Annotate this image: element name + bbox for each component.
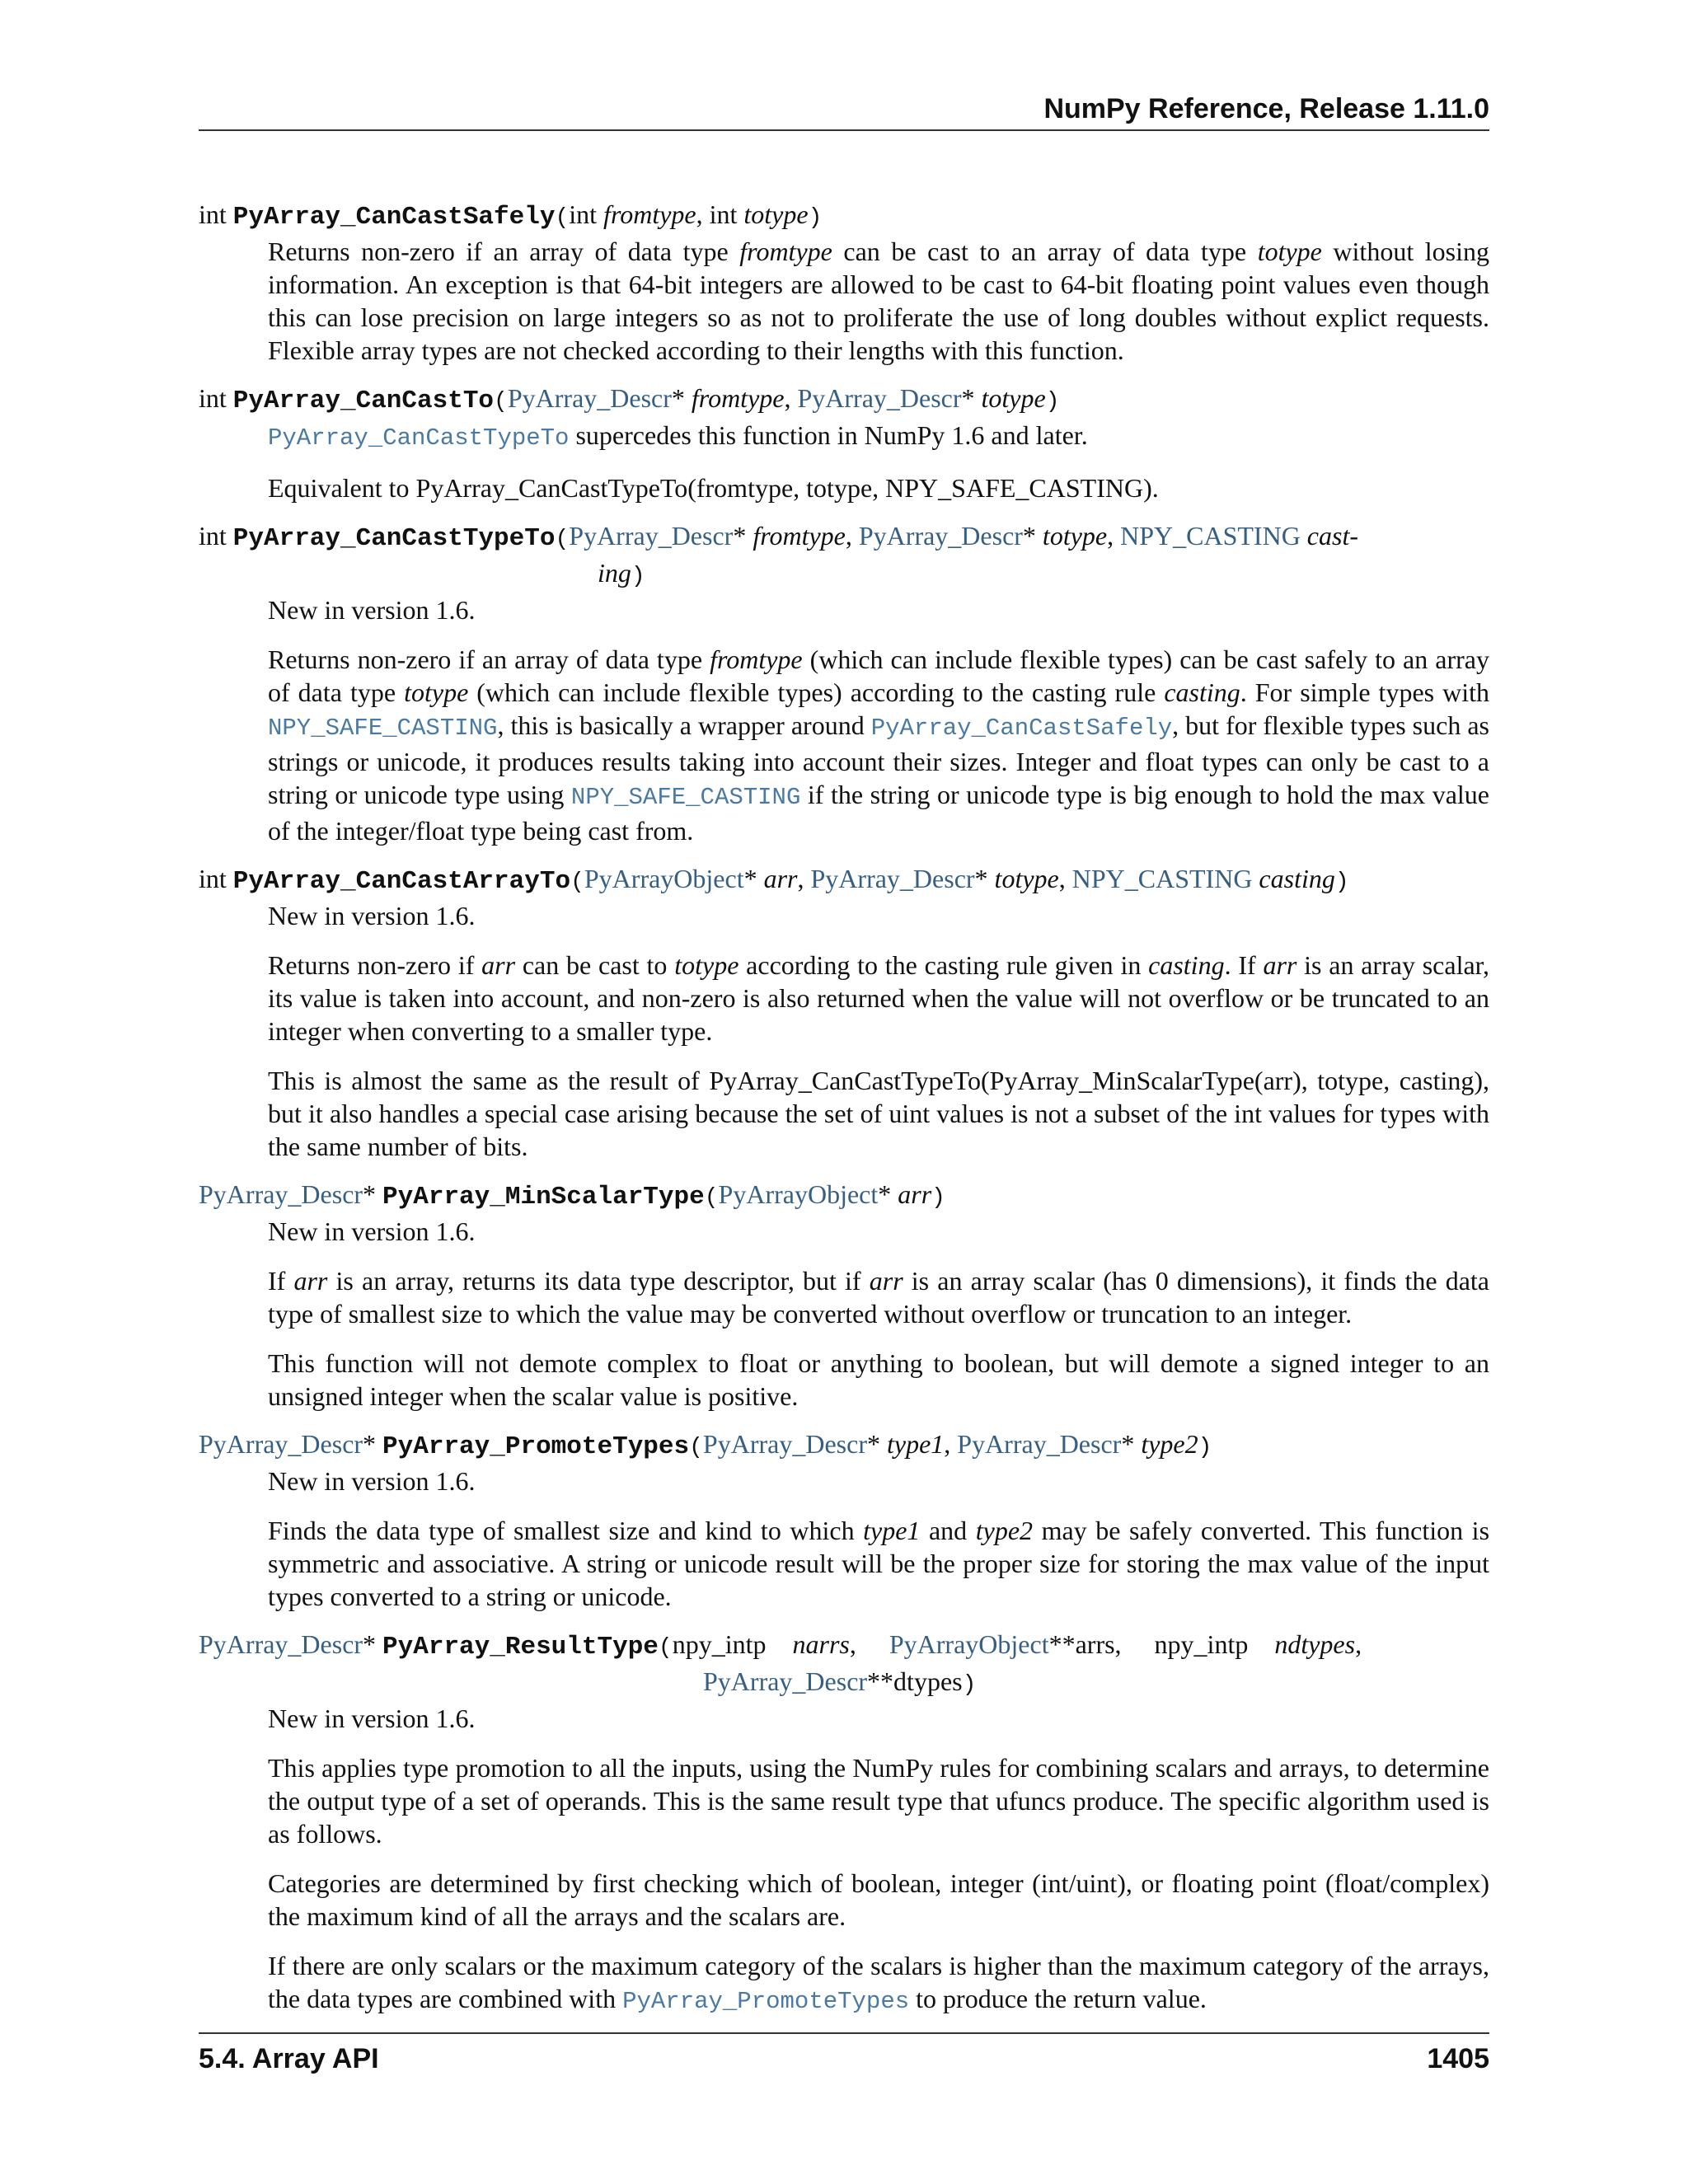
description-paragraph: This applies type promotion to all the inputs, using the NumPy rules for combining scalars and arrays, to determine the output type of a set of operands. This is the same result type that ufuncs produce. The specific algorithm used is as follows. xyxy=(268,1753,1489,1849)
signature: PyArray_Descr* PyArray_PromoteTypes(PyArray_Descr* type1, PyArray_Descr* type2) xyxy=(199,1429,1212,1461)
page-number: 1405 xyxy=(1427,2043,1489,2074)
type-link[interactable]: NPY_CASTING xyxy=(1071,864,1253,893)
signature: int PyArray_CanCastTo(PyArray_Descr* fromtype, PyArray_Descr* totype) xyxy=(199,383,1060,415)
description-paragraph: If arr is an array, returns its data type descriptor, but if arr is an array scalar (has 0 dimensions), it finds the data type of smallest size to which the value may be converted without overflow or truncation to an integer. xyxy=(268,1266,1490,1329)
signature: int PyArray_CanCastArrayTo(PyArrayObject* arr, PyArray_Descr* totype, NPY_CASTING casting) xyxy=(199,864,1349,896)
entry-promotetypes xyxy=(199,1427,1489,1613)
type-link[interactable]: PyArray_Descr xyxy=(797,383,962,413)
function-name: PyArray_CanCastArrayTo xyxy=(232,867,571,896)
entry-body xyxy=(199,1215,1489,1413)
page-footer xyxy=(199,2032,1489,2074)
type-link[interactable]: PyArray_Descr xyxy=(703,1666,868,1696)
type-link[interactable]: PyArray_Descr xyxy=(858,521,1023,551)
description-paragraph: Categories are determined by first checking which of boolean, integer (int/uint), or floating point (float/complex) the maximum kind of all the arrays and the scalars are. xyxy=(268,1868,1489,1931)
page-header xyxy=(199,92,1489,131)
description-paragraph: This is almost the same as the result of PyArray_CanCastTypeTo(PyArray_MinScalarType(arr), totype, casting), but it also handles a special case arising because the set of uint values is not a subset of the int values for types with the same number of bits. xyxy=(268,1066,1489,1161)
param-name: totype xyxy=(743,199,809,229)
entry-body xyxy=(199,419,1489,504)
param-type: int xyxy=(569,199,598,229)
type-link[interactable]: PyArray_Descr xyxy=(507,383,672,413)
entry-cancasttypeto xyxy=(199,519,1489,847)
description-paragraph: Returns non-zero if an array of data type fromtype can be cast to an array of data type totype without losing information. An exception is that 64-bit integers are allowed to be cast to 64-bit floating point values even though this can lose precision on large integers so as not to proliferate the use of long doubles without explict requests. Flexible array types are not checked according to their lengths with this function. xyxy=(268,237,1490,365)
entry-body xyxy=(199,593,1489,847)
signature: int PyArray_CanCastTypeTo(PyArray_Descr* fromtype, PyArray_Descr* totype, NPY_CASTING cast- ing) xyxy=(199,521,1358,589)
description-paragraph: If there are only scalars or the maximum category of the scalars is higher than the maximum category of the arrays, the data types are combined with PyArray_PromoteTypes to produce the return value. xyxy=(268,1951,1489,2015)
description-paragraph: Returns non-zero if an array of data type fromtype (which can include flexible types) can be cast safely to an array of data type totype (which can include flexible types) according to the casting rule casting. For simple types with NPY_SAFE_CASTING, this is basically a wrapper around PyArray_CanCastSafely, but for flexible types such as strings or unicode, it produces results taking into account their sizes. Integer and float types can only be cast to a string or unicode type using NPY_SAFE_CASTING if the string or unicode type is big enough to hold the max value of the integer/float type being cast from. xyxy=(268,644,1490,846)
version-note: New in version 1.6. xyxy=(268,901,476,930)
description-paragraph: Returns non-zero if arr can be cast to totype according to the casting rule given in casting. If arr is an array scalar, its value is taken into account, and non-zero is also returned when the value will not overflow or be truncated to an integer when converting to a smaller type. xyxy=(268,950,1490,1046)
entry-body xyxy=(199,235,1489,367)
param-name: fromtype xyxy=(603,199,696,229)
param-type: int xyxy=(709,199,738,229)
type-link[interactable]: PyArrayObject xyxy=(718,1179,879,1209)
function-name: PyArray_MinScalarType xyxy=(382,1183,705,1212)
return-type: int xyxy=(199,521,227,551)
description-paragraph: Finds the data type of smallest size and kind to which type1 and type2 may be safely converted. This function is symmetric and associative. A string or unicode result will be the proper size for storing the max value of the input types converted to a string or unicode. xyxy=(268,1516,1490,1611)
type-link[interactable]: PyArray_Descr xyxy=(569,521,734,551)
return-type: int xyxy=(199,199,227,229)
return-type-link[interactable]: PyArray_Descr xyxy=(199,1629,363,1659)
entry-cancastto xyxy=(199,382,1489,504)
version-note: New in version 1.6. xyxy=(268,1466,476,1496)
entry-cancastarrayto xyxy=(199,862,1489,1163)
signature: int PyArray_CanCastSafely(int fromtype, int totype) xyxy=(199,199,823,232)
function-name: PyArray_CanCastTypeTo xyxy=(232,524,556,553)
return-type: int xyxy=(199,383,227,413)
param-name: fromtype xyxy=(691,383,785,413)
type-link[interactable]: PyArray_Descr xyxy=(957,1429,1122,1459)
version-note: New in version 1.6. xyxy=(268,1704,476,1733)
param-name: totype xyxy=(981,383,1046,413)
description-paragraph: PyArray_CanCastTypeTo supercedes this function in NumPy 1.6 and later. xyxy=(268,420,1088,452)
function-name: PyArray_ResultType xyxy=(382,1633,659,1661)
constant-link[interactable]: NPY_SAFE_CASTING xyxy=(570,784,801,811)
function-link[interactable]: PyArray_PromoteTypes xyxy=(622,1988,910,2015)
type-link[interactable]: PyArray_Descr xyxy=(702,1429,867,1459)
description-paragraph: This function will not demote complex to float or anything to boolean, but will demote a signed integer to an unsigned integer when the scalar value is positive. xyxy=(268,1348,1489,1411)
type-link[interactable]: PyArray_Descr xyxy=(810,864,975,893)
signature: PyArray_Descr* PyArray_MinScalarType(PyArrayObject* arr) xyxy=(199,1179,945,1212)
return-type: int xyxy=(199,864,227,893)
entry-body xyxy=(199,1702,1489,2018)
entry-cancastsafely xyxy=(199,198,1489,367)
entry-body xyxy=(199,899,1489,1163)
entry-resulttype xyxy=(199,1628,1489,2018)
return-type-link[interactable]: PyArray_Descr xyxy=(199,1429,363,1459)
entry-body xyxy=(199,1465,1489,1613)
type-link[interactable]: PyArrayObject xyxy=(889,1629,1049,1659)
constant-link[interactable]: NPY_SAFE_CASTING xyxy=(268,715,498,742)
function-link[interactable]: PyArray_CanCastSafely xyxy=(870,715,1173,742)
section-label: 5.4. Array API xyxy=(199,2043,379,2074)
version-note: New in version 1.6. xyxy=(268,595,476,625)
function-name: PyArray_CanCastSafely xyxy=(232,203,556,232)
signature: PyArray_Descr* PyArray_ResultType(npy_intp narrs, PyArrayObject**arrs, npy_intp ndtypes, PyArray_Descr**dtypes) xyxy=(199,1629,1362,1698)
function-name: PyArray_CanCastTo xyxy=(232,387,495,415)
version-note: New in version 1.6. xyxy=(268,1216,476,1246)
page-content xyxy=(199,198,1489,2033)
return-type-link[interactable]: PyArray_Descr xyxy=(199,1179,363,1209)
type-link[interactable]: PyArrayObject xyxy=(584,864,744,893)
function-name: PyArray_PromoteTypes xyxy=(382,1432,690,1461)
entry-minscalartype xyxy=(199,1178,1489,1413)
function-link[interactable]: PyArray_CanCastTypeTo xyxy=(268,424,570,452)
type-link[interactable]: NPY_CASTING xyxy=(1120,521,1301,551)
header-title: NumPy Reference, Release 1.11.0 xyxy=(1043,93,1489,124)
description-paragraph: Equivalent to PyArray_CanCastTypeTo(fromtype, totype, NPY_SAFE_CASTING). xyxy=(268,473,1159,503)
